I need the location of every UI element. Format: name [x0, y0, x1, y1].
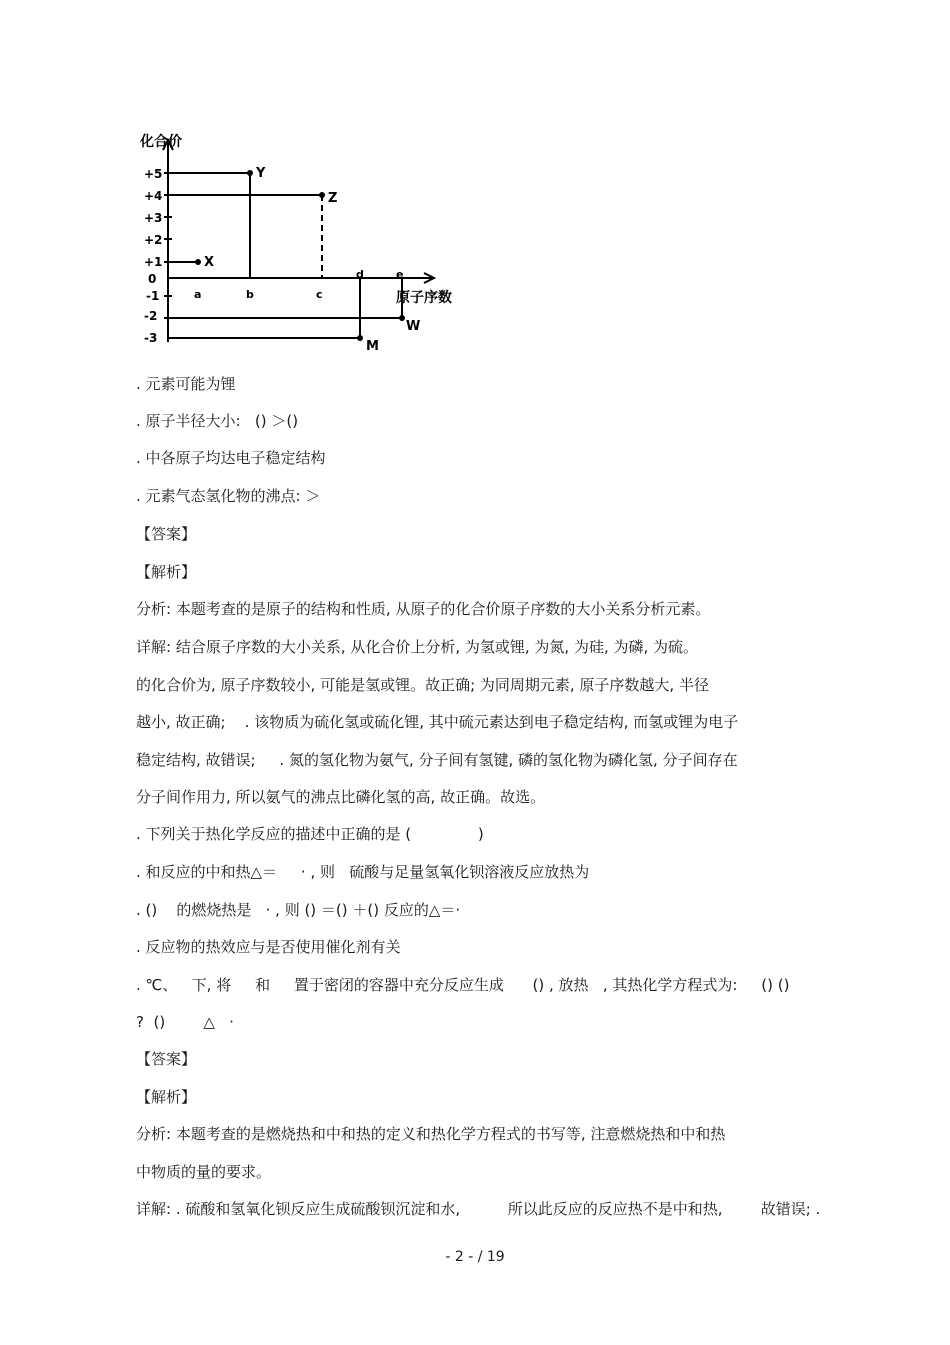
point-label: W: [406, 319, 421, 334]
answer-heading: 【答案】: [136, 525, 197, 543]
y-tick: +4: [144, 189, 163, 203]
y-tick: +2: [144, 233, 163, 247]
y-tick: 0: [148, 272, 157, 286]
point-z: [319, 192, 325, 198]
analysis-text: 分析: 本题考查的是燃烧热和中和热的定义和热化学方程式的书写等, 注意燃烧热和中和热: [136, 1125, 726, 1143]
x-tick: d: [356, 268, 364, 281]
point-m: [357, 335, 363, 341]
detail-text: 的化合价为, 原子序数较小, 可能是氢或锂。故正确; 为同周期元素, 原子序数越大, 半径: [136, 676, 709, 694]
y-tick: +1: [144, 255, 163, 269]
point-label: Z: [328, 191, 338, 206]
option-line: . 反应物的热效应与是否使用催化剂有关: [136, 938, 401, 956]
analysis-heading: 【解析】: [136, 563, 197, 581]
detail-text: 越小, 故正确; . 该物质为硫化氢或硫化锂, 其中硫元素达到电子稳定结构, 而氢或锂为电子: [136, 713, 739, 731]
x-tick: c: [316, 288, 323, 301]
y-tick: -2: [144, 309, 158, 323]
option-line: . 元素可能为锂: [136, 375, 236, 393]
detail-text: 稳定结构, 故错误; . 氮的氢化物为氨气, 分子间有氢键, 磷的氢化物为磷化氢, 分子间存在: [136, 751, 738, 769]
page-number: - 2 - / 19: [445, 1249, 505, 1265]
point-label: X: [204, 255, 215, 270]
detail-text: 详解: 结合原子序数的大小关系, 从化合价上分析, 为氢或锂, 为氮, 为硅, 为磷, 为硫。: [136, 638, 699, 656]
y-tick: +3: [144, 211, 163, 225]
y-axis-title: 化合价: [140, 134, 182, 150]
detail-text: 详解: . 硫酸和氢氧化钡反应生成硫酸钡沉淀和水, 所以此反应的反应热不是中和热, 故错误; .: [136, 1200, 821, 1218]
option-line: . () 的燃烧热是 · , 则 () ＝() ＋() 反应的△＝·: [136, 901, 461, 919]
answer-heading: 【答案】: [136, 1050, 197, 1068]
point-x: [195, 259, 201, 265]
x-tick: b: [246, 288, 254, 301]
point-w: [399, 315, 405, 321]
y-tick: -1: [146, 289, 160, 303]
option-line: . 和反应的中和热△＝ · , 则 硫酸与足量氢氧化钡溶液反应放热为: [136, 863, 590, 881]
option-line: . 原子半径大小: () ＞(): [136, 412, 299, 430]
y-tick: +5: [144, 167, 163, 181]
x-tick: e: [396, 268, 404, 281]
point-label: M: [366, 339, 379, 354]
option-line: . 中各原子均达电子稳定结构: [136, 449, 326, 467]
point-label: Y: [256, 166, 266, 181]
analysis-heading: 【解析】: [136, 1088, 197, 1106]
detail-text: 分子间作用力, 所以氨气的沸点比磷化氢的高, 故正确。故选。: [136, 788, 546, 806]
analysis-text: 中物质的量的要求。: [136, 1163, 272, 1181]
valence-figure: [138, 128, 498, 358]
option-line: ? () △ ·: [136, 1013, 234, 1031]
question-text: . 下列关于热化学反应的描述中正确的是 ( ): [136, 825, 484, 843]
x-axis-title: 原子序数: [396, 290, 452, 306]
x-tick: a: [194, 288, 202, 301]
analysis-text: 分析: 本题考查的是原子的结构和性质, 从原子的化合价原子序数的大小关系分析元素。: [136, 600, 711, 618]
option-line: . ℃、 下, 将 和 置于密闭的容器中充分反应生成 () , 放热 , 其热化学方程式为: () (): [136, 976, 790, 994]
valence-diagram: [138, 128, 498, 358]
option-line: . 元素气态氢化物的沸点: ＞: [136, 487, 321, 505]
point-y: [247, 170, 253, 176]
y-tick: -3: [144, 331, 158, 345]
